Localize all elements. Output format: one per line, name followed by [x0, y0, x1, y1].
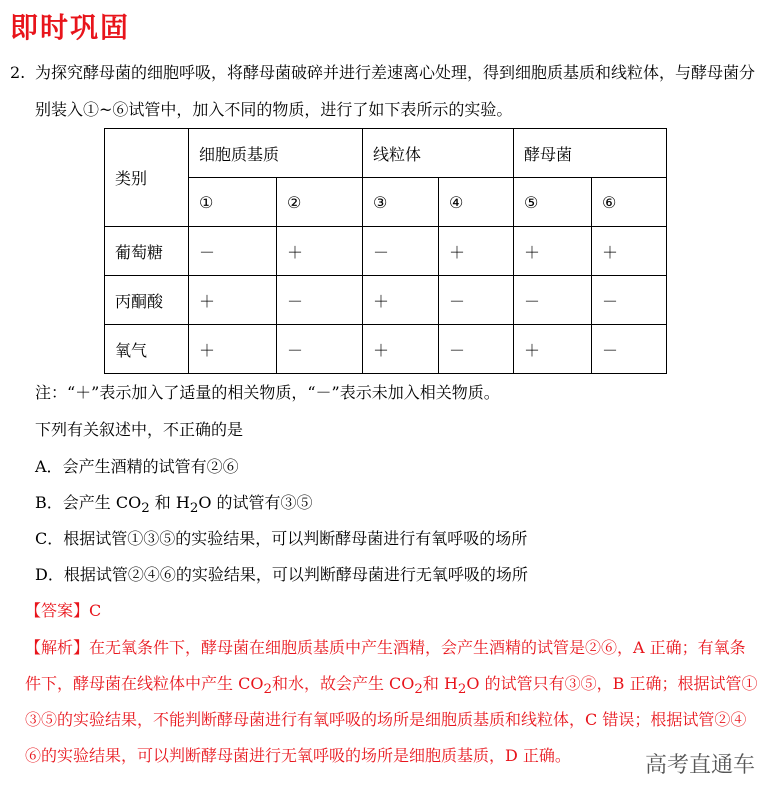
group-header: 细胞质基质	[189, 129, 363, 178]
subscript: 2	[189, 501, 199, 517]
analysis-label: 【解析】	[25, 638, 90, 657]
option-text: 会产生酒精的试管有②⑥	[62, 457, 239, 476]
table-cell: ＋	[363, 276, 439, 325]
row-label: 葡萄糖	[105, 227, 189, 276]
option-text: O 的试管有③⑤	[198, 493, 313, 512]
tube-header: ⑥	[592, 178, 667, 227]
question-line-1: 为探究酵母菌的细胞呼吸，将酵母菌破碎并进行差速离心处理，得到细胞质基质和线粒体，与酵母菌分	[35, 63, 756, 82]
subscript: 2	[263, 682, 272, 698]
tube-header: ③	[363, 178, 439, 227]
table-cell: －	[277, 276, 363, 325]
question-number: 2.	[10, 63, 26, 82]
table-cell: ＋	[189, 276, 277, 325]
table-cell: －	[592, 325, 667, 374]
analysis-text: O 的试管只有③⑤，B 正确；根据试管①	[466, 674, 758, 693]
question-line-2: 别装入①~⑥试管中，加入不同的物质，进行了如下表所示的实验。	[35, 100, 513, 119]
option-text: 根据试管②④⑥的实验结果，可以判断酵母菌进行无氧呼吸的场所	[63, 565, 528, 584]
tube-header: ⑤	[514, 178, 592, 227]
group-header: 酵母菌	[514, 129, 667, 178]
answer-label: 【答案】	[25, 601, 90, 620]
option-text: 根据试管①③⑤的实验结果，可以判断酵母菌进行有氧呼吸的场所	[63, 529, 528, 548]
tube-header: ④	[439, 178, 514, 227]
analysis-text: 件下，酵母菌在线粒体中产生 CO	[25, 674, 264, 693]
experiment-table	[104, 128, 667, 374]
answer-value: C	[89, 601, 102, 620]
table-cell: －	[439, 276, 514, 325]
table-cell: ＋	[514, 227, 592, 276]
watermark: 高考直通车	[645, 753, 756, 778]
option-letter: A．	[35, 457, 63, 476]
table-cell: ＋	[189, 325, 277, 374]
row-label: 丙酮酸	[105, 276, 189, 325]
option-a[interactable]	[35, 457, 239, 477]
option-b[interactable]	[35, 493, 313, 519]
table-cell: －	[363, 227, 439, 276]
row-label: 氧气	[105, 325, 189, 374]
tube-header: ②	[277, 178, 363, 227]
option-d[interactable]	[35, 565, 528, 585]
table-cell: ＋	[592, 227, 667, 276]
table-row	[105, 276, 667, 325]
table-cell: －	[189, 227, 277, 276]
answer	[25, 601, 101, 621]
table-cell: ＋	[363, 325, 439, 374]
option-text: 会产生 CO	[62, 493, 142, 512]
option-letter: B．	[35, 493, 63, 512]
category-header: 类别	[105, 129, 189, 227]
table-cell: ＋	[439, 227, 514, 276]
option-letter: C．	[35, 529, 64, 548]
table-note: 注：“＋”表示加入了适量的相关物质，“－”表示未加入相关物质。	[35, 383, 500, 402]
analysis-text: 和水，故会产生 CO	[271, 674, 415, 693]
tube-header: ①	[189, 178, 277, 227]
table-cell: －	[592, 276, 667, 325]
table-cell: ＋	[514, 325, 592, 374]
analysis-line-3: ③⑤的实验结果，不能判断酵母菌进行有氧呼吸的场所是细胞质基质和线粒体，C 错误；根据试管②④	[25, 710, 747, 729]
table-row	[105, 325, 667, 374]
table-cell: －	[439, 325, 514, 374]
option-letter: D．	[35, 565, 64, 584]
table-cell: ＋	[277, 227, 363, 276]
subscript: 2	[414, 682, 423, 698]
question-stem: 下列有关叙述中，不正确的是	[35, 420, 244, 439]
group-header: 线粒体	[363, 129, 514, 178]
table-row	[105, 227, 667, 276]
option-c[interactable]	[35, 529, 527, 549]
subscript: 2	[141, 501, 150, 517]
table-cell: －	[514, 276, 592, 325]
subscript: 2	[457, 682, 467, 698]
analysis-line-1	[25, 638, 746, 658]
option-text: 和 H	[149, 493, 190, 512]
analysis-text: 和 H	[422, 674, 458, 693]
analysis-line-4: ⑥的实验结果，可以判断酵母菌进行无氧呼吸的场所是细胞质基质，D 正确。	[25, 746, 571, 765]
section-title: 即时巩固	[10, 11, 131, 44]
analysis-line-2	[25, 674, 757, 700]
analysis-text: 在无氧条件下，酵母菌在细胞质基质中产生酒精，会产生酒精的试管是②⑥，A 正确；有氧条	[89, 638, 746, 657]
table-cell: －	[277, 325, 363, 374]
